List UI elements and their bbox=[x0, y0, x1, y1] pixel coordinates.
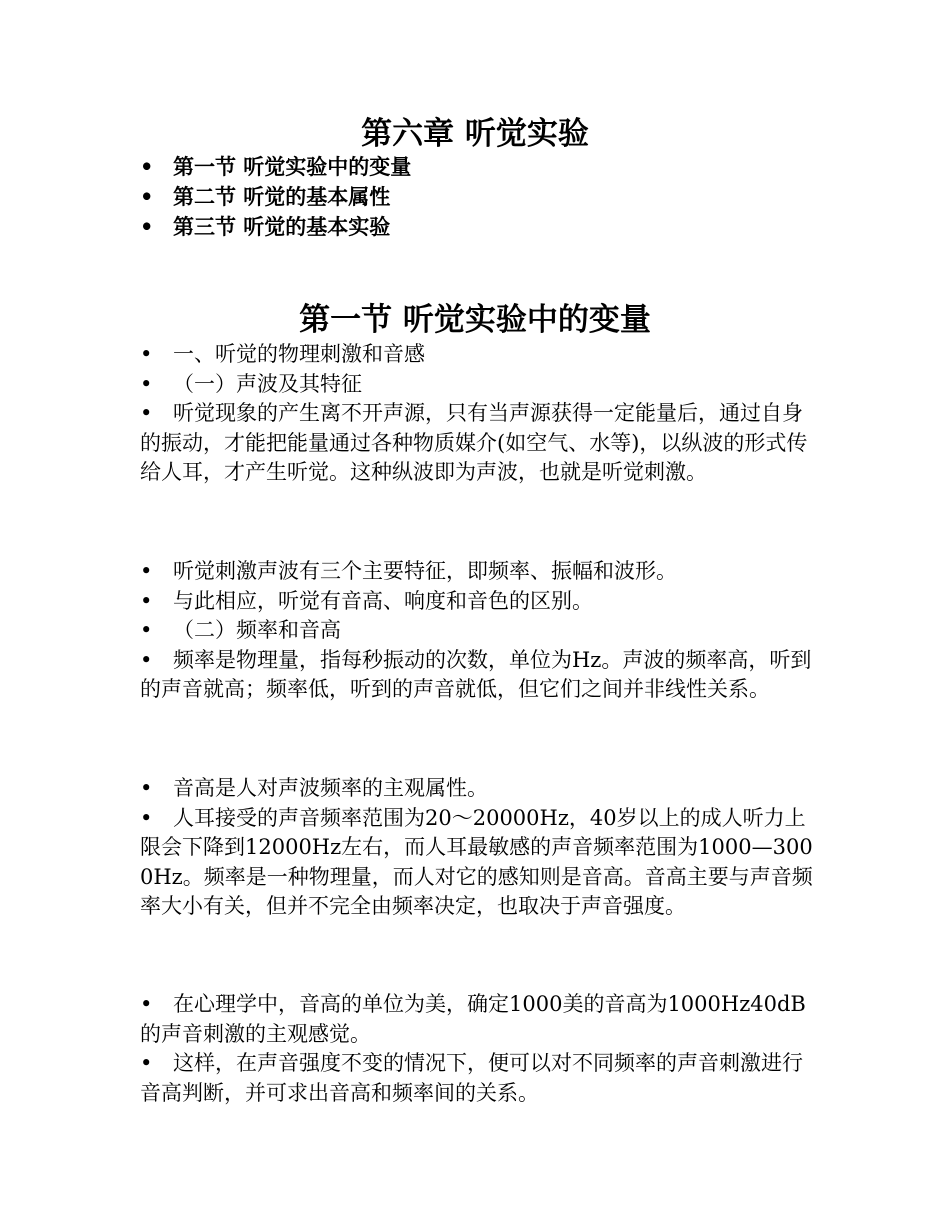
chapter-title: 第六章 听觉实验 bbox=[361, 116, 589, 152]
toc-item-label: 第一节 听觉实验中的变量 bbox=[173, 154, 412, 179]
section-body-part-1 bbox=[140, 340, 820, 488]
paragraph-text: 与此相应，听觉有音高、响度和音色的区别。 bbox=[173, 588, 593, 613]
paragraph-text: 一、听觉的物理刺激和音感 bbox=[173, 342, 425, 366]
paragraph-text: 音高是人对声波频率的主观属性。 bbox=[173, 776, 488, 800]
paragraph-text: （二）频率和音高 bbox=[173, 618, 341, 642]
toc-item bbox=[140, 182, 820, 212]
bullet-icon: • bbox=[140, 588, 153, 613]
paragraph bbox=[140, 340, 820, 370]
bullet-icon: • bbox=[140, 371, 153, 396]
bullet-icon: • bbox=[140, 992, 153, 1016]
bullet-icon: • bbox=[140, 776, 153, 800]
bullet-icon: • bbox=[140, 805, 153, 830]
bullet-icon: • bbox=[140, 184, 154, 209]
bullet-icon: • bbox=[140, 342, 153, 366]
paragraph-text: （一）声波及其特征 bbox=[173, 371, 362, 396]
paragraph bbox=[140, 370, 820, 400]
paragraph bbox=[140, 646, 820, 705]
paragraph bbox=[140, 990, 820, 1049]
paragraph bbox=[140, 557, 820, 587]
toc-item bbox=[140, 152, 820, 182]
bullet-icon: • bbox=[140, 559, 153, 583]
paragraph-text: 频率是物理量，指每秒振动的次数，单位为Hz。声波的频率高，听到的声音就高；频率低，听到的声音就低，但它们之间并非线性关系。 bbox=[140, 647, 812, 701]
paragraph bbox=[140, 804, 820, 922]
paragraph-text: 听觉刺激声波有三个主要特征，即频率、振幅和波形。 bbox=[173, 559, 677, 583]
bullet-icon: • bbox=[140, 618, 153, 642]
paragraph bbox=[140, 616, 820, 646]
paragraph-text: 听觉现象的产生离不开声源，只有当声源获得一定能量后，通过自身的振动，才能把能量通过各种物质媒介(如空气、水等)，以纵波的形式传给人耳，才产生听觉。这种纵波即为声波，也就是听觉刺激。 bbox=[140, 401, 808, 484]
bullet-icon: • bbox=[140, 401, 153, 425]
section-title: 第一节 听觉实验中的变量 bbox=[299, 302, 651, 338]
section-body-part-3 bbox=[140, 774, 820, 922]
paragraph-text: 这样，在声音强度不变的情况下，便可以对不同频率的声音刺激进行音高判断，并可求出音高和频率间的关系。 bbox=[140, 1051, 803, 1105]
bullet-icon: • bbox=[140, 647, 153, 672]
paragraph bbox=[140, 587, 820, 617]
chapter-toc-list bbox=[140, 152, 820, 242]
toc-item-label: 第二节 听觉的基本属性 bbox=[173, 184, 391, 209]
section-body-part-4 bbox=[140, 990, 820, 1108]
paragraph bbox=[140, 1049, 820, 1108]
toc-item bbox=[140, 212, 820, 242]
paragraph bbox=[140, 399, 820, 488]
paragraph bbox=[140, 774, 820, 804]
bullet-icon: • bbox=[140, 1051, 153, 1075]
toc-item-label: 第三节 听觉的基本实验 bbox=[173, 214, 391, 239]
paragraph-text: 在心理学中，音高的单位为美，确定1000美的音高为1000Hz40dB的声音刺激的主观感觉。 bbox=[140, 992, 806, 1046]
paragraph-text: 人耳接受的声音频率范围为20～20000Hz，40岁以上的成人听力上限会下降到12000Hz左右，而人耳最敏感的声音频率范围为1000—3000Hz。频率是一种物理量，而人对它的感知则是音高。音高主要与声音频率大小有关，但并不完全由频率决定，也取决于声音强度。 bbox=[140, 805, 813, 918]
bullet-icon: • bbox=[140, 214, 154, 239]
section-body-part-2 bbox=[140, 557, 820, 705]
bullet-icon: • bbox=[140, 154, 154, 179]
